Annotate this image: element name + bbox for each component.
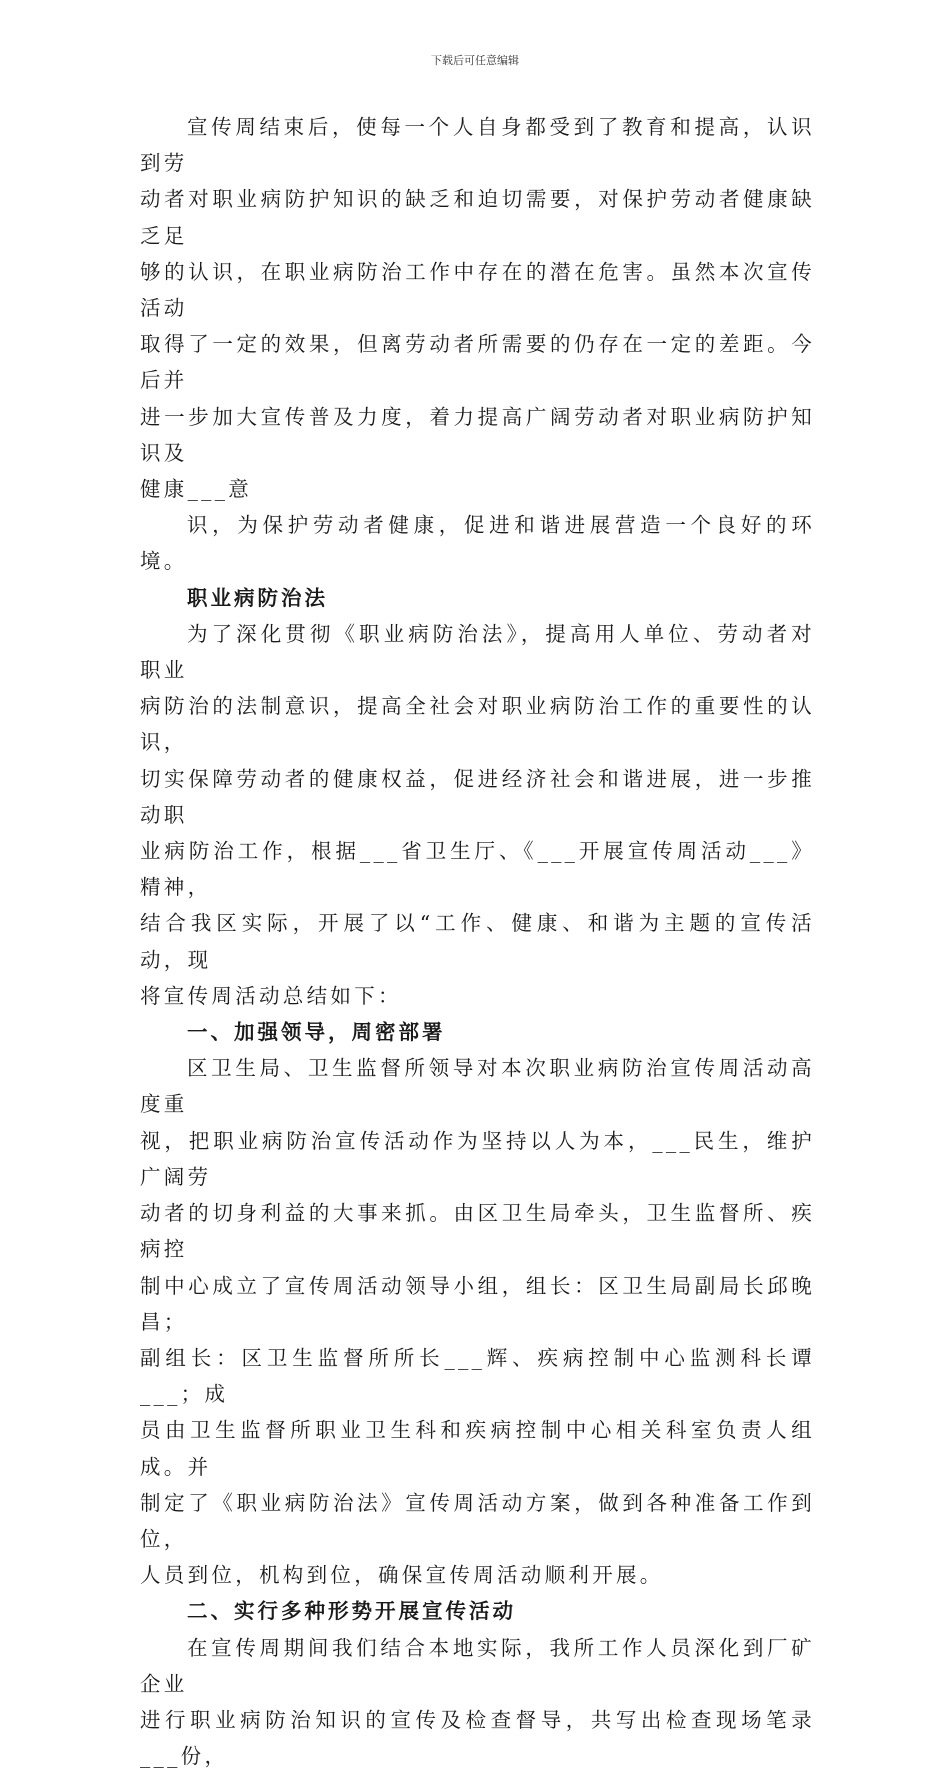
text-line: 切实保障劳动者的健康权益，促进经济社会和谐进展，进一步推动职 — [140, 766, 815, 827]
text-line: 进一步加大宣传普及力度，着力提高广阔劳动者对职业病防护知识及 — [140, 404, 815, 465]
section-heading-1: 一、加强领导，周密部署 — [187, 1020, 446, 1045]
paragraph-intro — [140, 616, 815, 1014]
text-line: 区卫生局、卫生监督所领导对本次职业病防治宣传周活动高度重 — [140, 1056, 815, 1117]
section-heading-2: 二、实行多种形势开展宣传活动 — [187, 1599, 516, 1624]
text-line: 病防治的法制意识，提高全社会对职业病防治工作的重要性的认识， — [140, 694, 815, 755]
text-line: 业病防治工作，根据___省卫生厅、《___开展宣传周活动___》精神， — [140, 839, 815, 900]
text-line: 健康___意 — [140, 477, 253, 502]
text-line: 在宣传周期间我们结合本地实际，我所工作人员深化到厂矿企业 — [140, 1635, 815, 1696]
page-header: 下载后可任意编辑 — [431, 54, 519, 67]
text-line: 副组长：区卫生监督所所长___辉、疾病控制中心监测科长谭___；成 — [140, 1345, 815, 1407]
text-line: 制中心成立了宣传周活动领导小组，组长：区卫生局副局长邱晚昌； — [140, 1273, 815, 1334]
paragraph-activities — [140, 1630, 815, 1774]
text-line: 宣传周结束后，使每一个人自身都受到了教育和提高，认识到劳 — [140, 115, 815, 176]
paragraph-continuation — [140, 507, 815, 579]
paragraph-summary — [140, 109, 815, 507]
text-line: 为了深化贯彻《职业病防治法》，提高用人单位、劳动者对职业 — [140, 621, 815, 683]
document-body — [140, 109, 815, 1774]
text-line: 将宣传周活动总结如下： — [140, 983, 402, 1008]
text-line: 动者的切身利益的大事来抓。由区卫生局牵头，卫生监督所、疾病控 — [140, 1201, 815, 1262]
text-line: 动者对职业病防护知识的缺乏和迫切需要，对保护劳动者健康缺乏足 — [140, 187, 815, 248]
text-line: 视，把职业病防治宣传活动作为坚持以人为本，___民生，维护广阔劳 — [140, 1128, 815, 1189]
paragraph-leadership — [140, 1050, 815, 1593]
text-line: 员由卫生监督所职业卫生科和疾病控制中心相关科室负责人组成。并 — [140, 1418, 815, 1479]
text-line: 取得了一定的效果，但离劳动者所需要的仍存在一定的差距。今后并 — [140, 332, 815, 393]
text-line: 制定了《职业病防治法》宣传周活动方案，做到各种准备工作到位， — [140, 1490, 815, 1551]
text-line: 进行职业病防治知识的宣传及检查督导，共写出检查现场笔录___份， — [140, 1707, 815, 1769]
text-line: 识，为保护劳动者健康，促进和谐进展营造一个良好的环境。 — [140, 513, 815, 574]
text-line: 结合我区实际，开展了以“工作、健康、和谐为主题的宣传活动，现 — [140, 911, 815, 972]
text-line: 够的认识，在职业病防治工作中存在的潜在危害。虽然本次宣传活动 — [140, 259, 815, 321]
section-title-law: 职业病防治法 — [187, 585, 328, 610]
text-line: 人员到位，机构到位，确保宣传周活动顺利开展。 — [140, 1563, 664, 1588]
